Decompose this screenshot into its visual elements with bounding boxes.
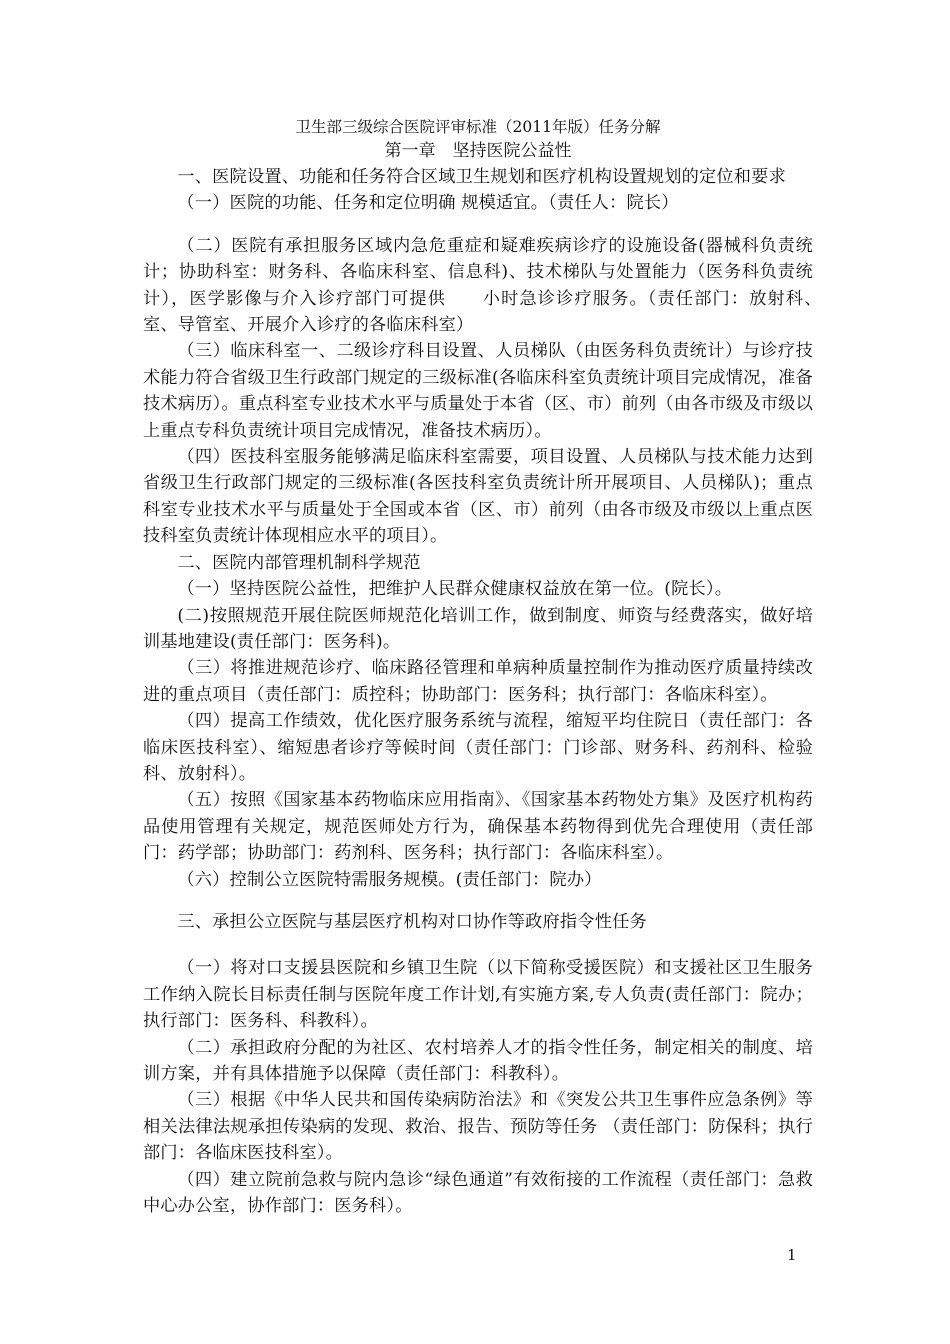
section-heading: 三、承担公立医院与基层医疗机构对口协作等政府指令性任务 — [177, 911, 647, 932]
paragraph: （三）根据《中华人民共和国传染病防治法》和《突发公共卫生事件应急条例》等相关法律法规承担传染病的发现、救治、报告、预防等任务 （责任部门：防保科；执行部门：各临床医技科室）。 — [143, 1090, 813, 1164]
paragraph: （五）按照《国家基本药物临床应用指南》、《国家基本药物处方集》及医疗机构药品使用管理有关规定，规范医师处方行为，确保基本药物得到优先合理使用（责任部门：药学部；协助部门：药剂科、医务科；执行部门：各临床科室）。 — [143, 790, 813, 864]
paragraph: （三）临床科室一、二级诊疗科目设置、人员梯队（由医务科负责统计）与诊疗技术能力符合省级卫生行政部门规定的三级标准(各临床科室负责统计项目完成情况，准备技术病历）。重点科室专业技术水平与质量处于本省（区、市）前列（由各市级及市级以上重点专科负责统计项目完成情况，准备技术病历）。 — [143, 341, 813, 441]
section-heading: 二、医院内部管理机制科学规范 — [177, 552, 421, 573]
document-title: 卫生部三级综合医院评审标准（2011年版）任务分解 — [295, 118, 661, 136]
paragraph: （二）承担政府分配的为社区、农村培养人才的指令性任务，制定相关的制度、培训方案，并有具体措施予以保障（责任部门：科教科）。 — [143, 1037, 813, 1084]
section-heading: 一、医院设置、功能和任务符合区域卫生规划和医疗机构设置规划的定位和要求 — [177, 167, 786, 187]
chapter-heading: 第一章 坚持医院公益性 — [384, 141, 572, 161]
paragraph: （六）控制公立医院特需服务规模。(责任部门：院办） — [177, 869, 602, 890]
document-body — [143, 116, 848, 1219]
paragraph: （一）医院的功能、任务和定位明确 规模适宜。（责任人：院长） — [177, 193, 679, 214]
page-number: 1 — [787, 1246, 797, 1264]
paragraph: （二）医院有承担服务区域内急危重症和疑难疾病诊疗的设施设备(器械科负责统计；协助科室：财务科、各临床科室、信息科)、技术梯队与处置能力（医务科负责统计），医学影像与介入诊疗部门可提供 小时急诊诊疗服务。（责任部门：放射科、 室、导管室、开展介入诊疗的各临床科室） — [143, 235, 848, 336]
paragraph: （四）医技科室服务能够满足临床科室需要，项目设置、人员梯队与技术能力达到省级卫生行政部门规定的三级标准(各医技科室负责统计所开展项目、人员梯队)；重点科室专业技术水平与质量处于全国或本省（区、市）前列（由各市级及市级以上重点医技科室负责统计体现相应水平的项目）。 — [143, 447, 813, 547]
paragraph: （三）将推进规范诊疗、临床路径管理和单病种质量控制作为推动医疗质量持续改进的重点项目（责任部门：质控科；协助部门：医务科；执行部门：各临床科室）。 — [143, 658, 813, 705]
paragraph: （四）提高工作绩效，优化医疗服务系统与流程，缩短平均住院日（责任部门：各临床医技科室）、缩短患者诊疗等候时间（责任部门：门诊部、财务科、药剂科、检验科、放射科）。 — [143, 711, 813, 784]
paragraph: (二)按照规范开展住院医师规范化培训工作，做到制度、师资与经费落实，做好培训基地建设(责任部门：医务科)。 — [143, 605, 813, 652]
paragraph: （一）将对口支援县医院和乡镇卫生院（以下简称受援医院）和支援社区卫生服务工作纳入院长目标责任制与医院年度工作计划,有实施方案,专人负责(责任部门：院办；执行部门：医务科、科教科）。 — [143, 958, 813, 1032]
paragraph: （一）坚持医院公益性，把维护人民群众健康权益放在第一位。(院长）。 — [177, 579, 733, 600]
paragraph: （四）建立院前急救与院内急诊“绿色通道”有效衔接的工作流程（责任部门：急救中心办公室，协作部门：医务科）。 — [143, 1169, 813, 1217]
